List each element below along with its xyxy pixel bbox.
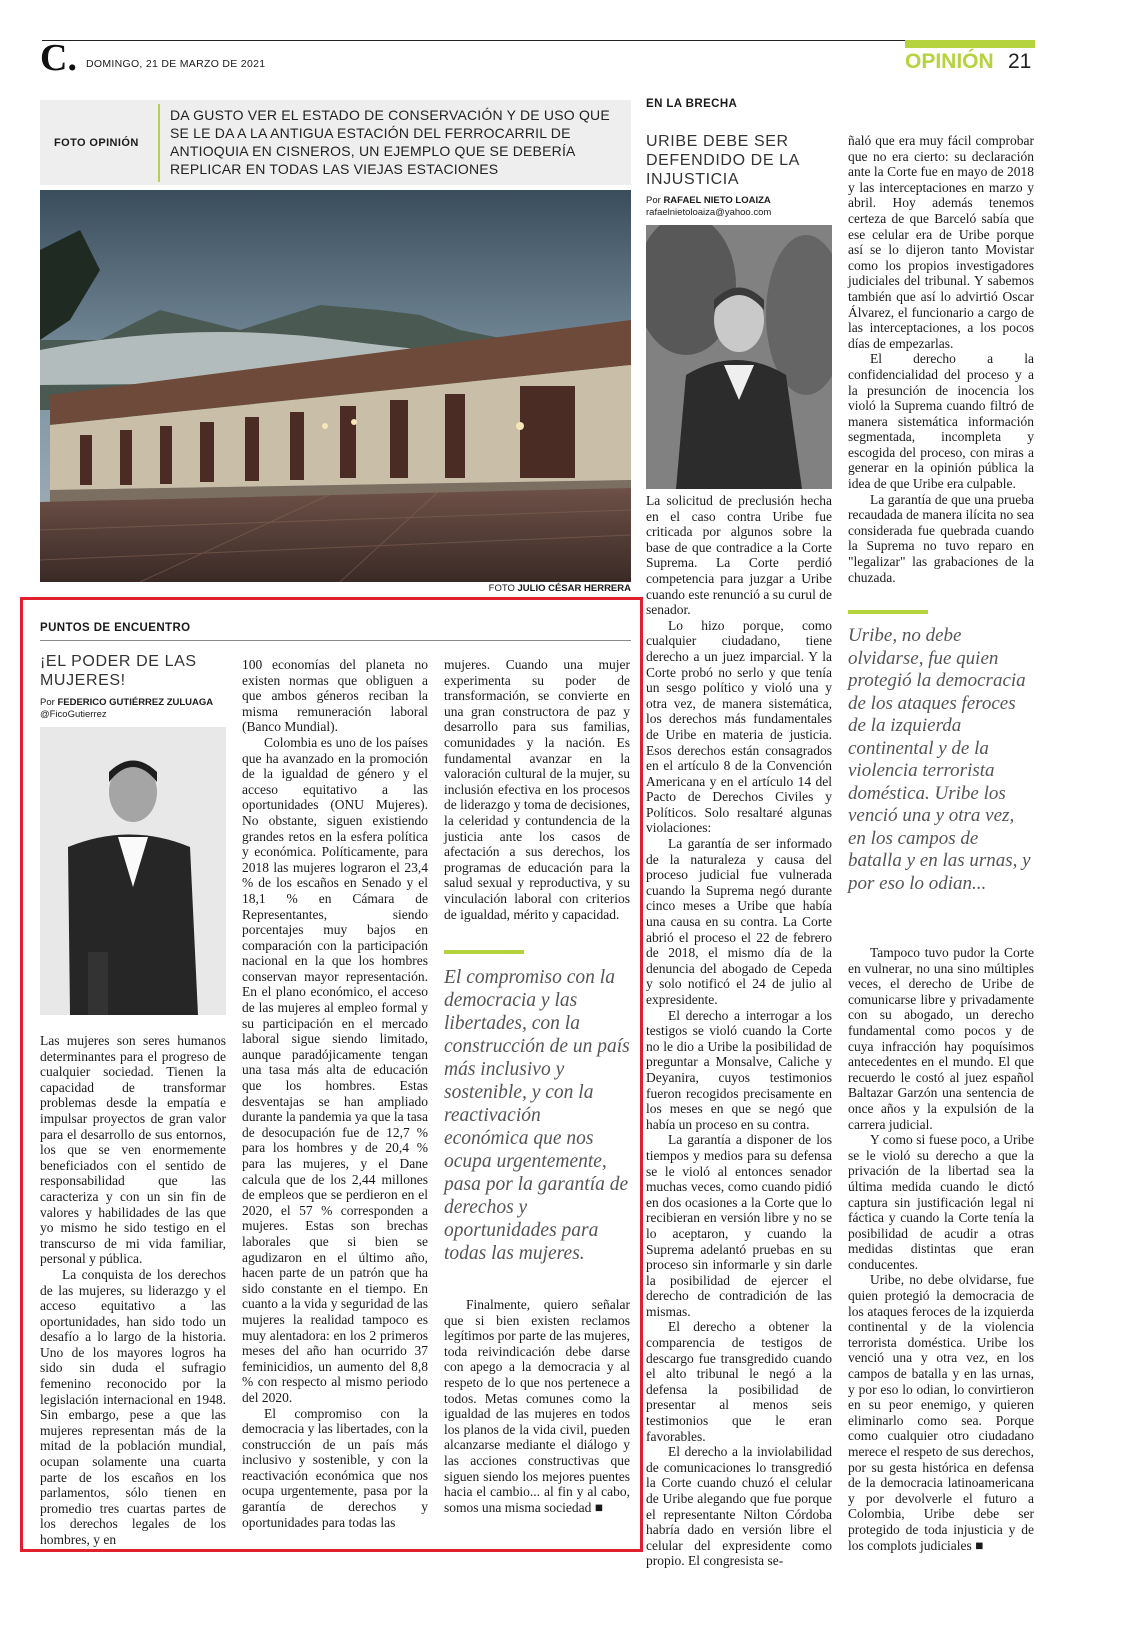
encuentro-by: Por: [40, 697, 55, 708]
encuentro-c2-p1: 100 economías del planeta no existen normas que obliguen a que ambos géneros reciban la misma remuneración laboral (Banco Mundial).: [242, 657, 428, 735]
brecha-title: URIBE DEBE SER DEFENDIDO DE LA INJUSTICIA: [646, 133, 800, 188]
encuentro-pull-quote: El compromiso con la democracia y las libertades, con la construcción de un país más inclusivo y sostenible, y con la reactivación económica que nos ocupa urgentemente, pasa por la garantía de derechos y oportunidades para todas las mujeres.: [444, 967, 630, 1264]
photo-credit-name: JULIO CÉSAR HERRERA: [517, 583, 631, 594]
encuentro-column-2: [242, 657, 428, 1530]
encuentro-column-4: [444, 1297, 630, 1515]
brecha-quote-accent: [848, 610, 928, 614]
brecha-c1-p7: El derecho a la inviolabilidad de comunicaciones lo transgredió la Corte cuando chuzó el celular de Uribe alegando que fue porque el representante Nilton Córdoba habría dado en versión libre el celular del expresidente como propio. El congresista se-: [646, 1444, 832, 1569]
brecha-byline: [646, 195, 836, 219]
brecha-section: EN LA BRECHA: [646, 98, 738, 110]
encuentro-column-3: [444, 657, 630, 922]
photo-credit: [400, 583, 631, 594]
brecha-c1-p4: El derecho a interrogar a los testigos se violó cuando la Corte no le dio a Uribe la posibilidad de preguntar a Monsalve, Caliche y Deyanira, cuyos testimonios fueron recogidos precisamente en los meses en que se negó que había un proceso en su contra.: [646, 1007, 832, 1132]
header-rule: [42, 40, 1034, 41]
encuentro-section: PUNTOS DE ENCUENTRO: [40, 622, 191, 634]
foto-opinion-accent: [158, 104, 160, 182]
encuentro-c2-p3: El compromiso con la democracia y las libertades, con la construcción de un país más inclusivo y sostenible, y con la reactivación económica que nos ocupa urgentemente, pasa por la garantía de derechos y oportunidades para todas las: [242, 1405, 428, 1530]
brecha-c3-p2: Y como si fuese poco, a Uribe se le violó su derecho a que la privación de la libertad sea la última medida cuando le dictó captura sin justificación legal ni fáctica y cuando la Corte tenía la posibilidad de acudir a otras medidas distintas que eran conducentes.: [848, 1132, 1034, 1272]
page-number: 21: [1008, 50, 1032, 73]
encuentro-title: ¡EL PODER DE LAS MUJERES!: [40, 653, 197, 689]
issue-date: DOMINGO, 21 DE MARZO DE 2021: [86, 58, 266, 70]
brecha-c2-p3: La garantía de que una prueba recaudada de manera ilícita no sea considerada fue quebrada cuando la Suprema no tuvo reparo en "legalizar" las grabaciones de la chuzada.: [848, 491, 1034, 585]
brecha-c2-p2: El derecho a la confidencialidad del proceso y a la presunción de inocencia los violó la Suprema cuando filtró de manera sistemática información segmentada, incompleta y escogida del proceso, con miras a generar en la opinión pública la idea de que Uribe era culpable.: [848, 351, 1034, 492]
masthead-logo: C.: [40, 37, 77, 79]
brecha-c1-p1: La solicitud de preclusión hecha en el caso contra Uribe fue criticada por algunos sobre la base de que contradice a la Corte Suprema. La Corte perdió competencia para juzgar a Uribe cuando este renunció a su curul de senador.: [646, 493, 832, 618]
brecha-author: RAFAEL NIETO LOAIZA: [663, 195, 771, 206]
encuentro-c3-p1: mujeres. Cuando una mujer experimenta su poder de transformación, se convierte en una gran constructora de paz y desarrollo para sus familias, comunidades y la nación. Es fundamental avanzar en la valoración cultural de la mujer, su inclusión efectiva en los procesos de liderazgo y toma de decisiones, la celeridad y contundencia de la justicia ante los casos de afectación a sus derechos, los programas de educación para la salud sexual y reproductiva, y su vinculación laboral con criterios de igualdad, mérito y capacidad.: [444, 657, 630, 922]
encuentro-c4-p1: Finalmente, quiero señalar que si bien existen reclamos legítimos por parte de las mujeres, toda reivindicación debe darse con apego a la democracia y al respeto de lo que nos pertenece a todos. Metas comunes como la igualdad de las mujeres en todos los planos de la vida civil, pueden alcanzarse mediante el diálogo y las acciones constructivas que siguen siendo los mejores puentes hacia el cambio... al fin y al cabo, somos una misma sociedad ■: [444, 1297, 630, 1515]
brecha-contact: rafaelnietoloaiza@yahoo.com: [646, 207, 772, 218]
brecha-c2-p1: ñaló que era muy fácil comprobar que no era cierto: su declaración ante la Corte fue en mayo de 2018 y las interceptaciones en marzo y abril. Hoy además tenemos certeza de que Barceló sabía que ese celular era de Uribe porque así se lo dijeron tanto Movistar como los propios investigadores judiciales del tribunal. Y sabemos también que así lo advirtió Oscar Álvarez, el funcionario a cargo de las interceptaciones, a los pocos días de empezarlas.: [848, 133, 1034, 351]
encuentro-c2-p2: Colombia es uno de los países que ha avanzado en la promoción de la igualdad de género y el acceso equitativo a las oportunidades (ONU Mujeres). No obstante, siguen existiendo grandes retos en la esfera política y económica. Políticamente, para 2018 las mujeres lograron el 23,4 % de los escaños en Senado y el 18,1 % en Cámara de Representantes, siendo porcentajes muy bajos en comparación con la participación nacional en la que los hombres conservan mayor representación. En el plano económico, el acceso de las mujeres al empleo formal y su participación en el mercado laboral sigue siendo limitado, aunque paradójicamente tengan una tasa más alta de educación que los hombres. Estas desventajas se han ampliado durante la pandemia ya que la tasa de desocupación fue de 12,7 % para los hombres y de 20,4 % para las mujeres, y el Dane calcula que de los 2,44 millones de empleos que se perdieron en el 2020, el 57 % corresponden a mujeres. Estas son brechas laborales que si bien se agudizaron en el último año, hacen parte de un patrón que ha sido constante en el tiempo. En cuanto a la vida y seguridad de las mujeres la realidad tampoco es muy alentadora: en los 2 primeros meses del año han ocurrido 37 feminicidios, un aumento del 8,8 % con respecto al mismo periodo del 2020.: [242, 734, 428, 1405]
section-name: OPINIÓN: [905, 50, 994, 73]
brecha-c1-p5: La garantía a disponer de los tiempos y medios para su defensa se le violó al entonces senador muchas veces, como cuando pidió en dos ocasiones a la Corte que lo recibieran en versión libre y no se lo aceptaron, y cuando la Suprema adelantó pruebas en su proceso sin informarle y sin darle la posibilidad de ejercer el derecho de contradición de las mismas.: [646, 1132, 832, 1319]
brecha-column-1: [646, 493, 832, 1569]
encuentro-quote-accent: [444, 950, 524, 954]
section-accent: [905, 40, 1035, 48]
brecha-by: Por: [646, 195, 661, 206]
encuentro-rule: [40, 640, 631, 641]
station-photo: [40, 190, 631, 582]
encuentro-handle: @FicoGutierrez: [40, 709, 107, 720]
brecha-column-3: [848, 945, 1034, 1553]
brecha-c1-p3: La garantía de ser informado de la naturaleza y causa del proceso judicial fue vulnerada cuando la Suprema negó durante cinco meses a Uribe que había una causa en su contra. La Corte abrió el proceso el 22 de febrero de 2018, el mismo día de la denuncia del abogado de Cepeda y solo notificó el 24 de julio al expresidente.: [646, 836, 832, 1007]
foto-opinion-label: FOTO OPINIÓN: [54, 137, 139, 149]
encuentro-c1-p1: Las mujeres son seres humanos determinantes para el progreso de cualquier sociedad. Tienen la capacidad de transformar problemas desde la empatía e impulsar proyectos de gran valor para el desarrollo de sus entornos, los que se ven enormemente beneficiados con el sentido de responsabilidad que las caracteriza y con un sin fin de valores y habilidades de las que yo mismo he sido testigo en el transcurso de mi vida familiar, personal y pública.: [40, 1033, 226, 1267]
encuentro-byline: [40, 697, 235, 721]
encuentro-author: FEDERICO GUTIÉRREZ ZULUAGA: [57, 697, 214, 708]
brecha-c3-p3: Uribe, no debe olvidarse, fue quien protegió la democracia de los ataques feroces de la izquierda continental y de la violencia terrorista doméstica. Uribe los venció una y otra vez, en los campos de batalla y en las urnas, y por eso lo odian, lo convirtieron en su peor enemigo, y quieren eliminarlo como sea. Porque como cualquier otro ciudadano merece el respeto de sus derechos, por su gesta histórica en defensa de la democracia latinoamericana y por devolverle el futuro a Colombia, Uribe debe ser protegido de toda injusticia y de los complots judiciales ■: [848, 1272, 1034, 1553]
brecha-column-2: [848, 133, 1034, 585]
encuentro-author-photo: [40, 727, 226, 1015]
encuentro-column-1: [40, 1033, 226, 1548]
brecha-c3-p1: Tampoco tuvo pudor la Corte en vulnerar, no una sino múltiples veces, el derecho de Uribe de comunicarse libre y privadamente con su abogado, un derecho fundamental como pocos y de cuya infracción hay poquísimos antecedentes en el mundo. El que recuerdo le costó al juez español Baltazar Garzón una sentencia de once años y la expulsión de la carrera judicial.: [848, 945, 1034, 1132]
brecha-author-photo: [646, 225, 832, 489]
brecha-pull-quote: Uribe, no debe olvidarse, fue quien protegió la democracia de los ataques feroces de la izquierda continental y de la violencia terrorista doméstica. Uribe los venció una y otra vez, en los campos de batalla y en las urnas, y por eso lo odian...: [848, 625, 1031, 894]
encuentro-c1-p2: La conquista de los derechos de las mujeres, su liderazgo y el acceso equitativo a las oportunidades, han sido todo un desafío a lo largo de la historia. Uno de los mayores logros ha sido sin duda el sufragio femenino reconocido por la legislación internacional en 1948. Sin embargo, pese a que las mujeres representan más de la mitad de la población mundial, ocupan solamente una cuarta parte de los escaños en los parlamentos, sólo tienen en promedio tres cuartas partes de los derechos legales de los hombres, y en: [40, 1266, 226, 1547]
brecha-c1-p6: El derecho a obtener la comparencia de testigos de descargo fue transgredido cuando el alto tribunal le negó a la defensa la posibilidad de presentar al menos seis testimonios que le eran favorables.: [646, 1319, 832, 1444]
brecha-c1-p2: Lo hizo porque, como cualquier ciudadano, tiene derecho a un juez imparcial. Y la Corte probó no serlo y que tenía un sesgo político y violó una y otra vez, de manera sistemática, los derechos más fundamentales de Uribe en materia de justicia. Esos derechos están consagrados en el artículo 8 de la Convención Americana y en el artículo 14 del Pacto de Derechos Civiles y Políticos. Solo resaltaré algunas violaciones:: [646, 617, 832, 836]
foto-opinion-caption: DA GUSTO VER EL ESTADO DE CONSERVACIÓN Y DE USO QUE SE LE DA A LA ANTIGUA ESTACIÓN DEL FERROCARRIL DE ANTIOQUIA EN CISNEROS, UN EJEMPLO QUE SE DEBERÍA REPLICAR EN TODAS LAS VIEJAS ESTACIONES: [170, 107, 610, 177]
photo-credit-prefix: FOTO: [488, 583, 515, 594]
